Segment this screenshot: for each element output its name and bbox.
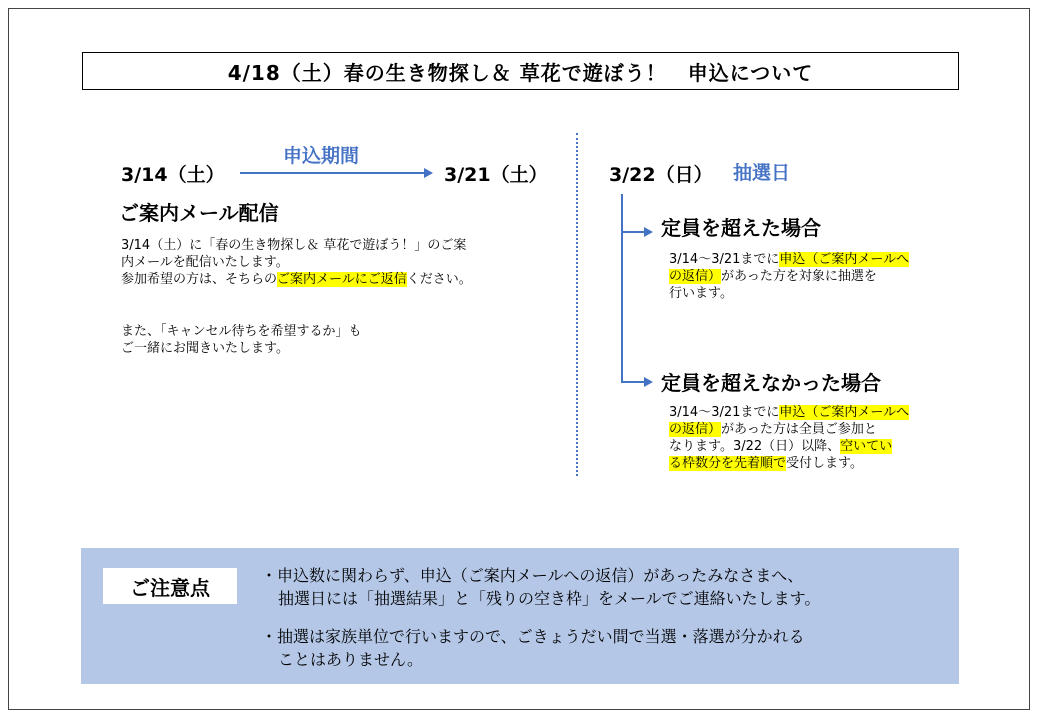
case2-line: の返信）があった方は全員ご参加と [669, 422, 877, 437]
branch-arrowhead-case2-icon [644, 377, 653, 387]
case1-line: 行います。 [669, 286, 733, 301]
application-period-label: 申込期間 [283, 145, 360, 167]
note-item-2: ・抽選は家族単位で行いますので、ごきょうだい間で当選・落選が分かれる [261, 627, 805, 646]
guide-mail-line: 参加希望の方は、そちらのご案内メールにご返信ください。 [121, 272, 472, 287]
cancel-wait-line: ご一緒にお聞きいたします。 [121, 341, 289, 356]
note-item-1-cont: 抽選日には「抽選結果」と「残りの空き枠」をメールでご連絡いたします。 [278, 589, 821, 608]
period-end-date: 3/21（土） [444, 164, 548, 186]
guide-mail-heading: ご案内メール配信 [119, 201, 279, 225]
case1-line: の返信）があった方を対象に抽選を [669, 269, 877, 284]
branch-vertical-line [621, 194, 623, 382]
case-over-capacity-text [669, 251, 909, 302]
page-title [82, 52, 959, 90]
case2-line: 3/14～3/21までに申込（ご案内メールへ [669, 405, 910, 420]
guide-mail-line: 3/14（土）に「春の生き物探し＆ 草花で遊ぼう！」のご案 [121, 238, 467, 253]
column-divider [576, 133, 578, 476]
period-start-date: 3/14（土） [121, 164, 225, 186]
lottery-date: 3/22（日） [609, 164, 713, 186]
branch-line-case1 [621, 231, 645, 233]
branch-line-case2 [621, 381, 645, 383]
period-arrowhead-icon [424, 168, 433, 178]
highlight-reply: ご案内メールにご返信 [277, 272, 407, 287]
notes-label: ご注意点 [103, 568, 237, 604]
case-under-capacity-text [669, 404, 909, 472]
page-title-text: 4/18（土）春の生き物探し＆ 草花で遊ぼう！ 申込について [227, 60, 814, 85]
note-item-2-cont: ことはありません。 [278, 650, 423, 669]
case2-line: る枠数分を先着順で受付します。 [669, 456, 863, 471]
case1-line: 3/14～3/21までに申込（ご案内メールへ [669, 252, 910, 267]
branch-arrowhead-case1-icon [644, 227, 653, 237]
case-over-capacity-heading: 定員を超えた場合 [661, 216, 821, 240]
cancel-wait-line: また、「キャンセル待ちを希望するか」も [121, 324, 362, 339]
case2-line: なります。3/22（日）以降、空いてい [669, 439, 893, 454]
lottery-day-label: 抽選日 [733, 162, 791, 184]
guide-mail-line: 内メールを配信いたします。 [121, 255, 289, 270]
guide-mail-paragraph [121, 237, 472, 288]
notes-panel [81, 548, 959, 684]
period-arrow-line [240, 172, 425, 174]
cancel-wait-paragraph [121, 323, 362, 357]
case-under-capacity-heading: 定員を超えなかった場合 [661, 371, 881, 395]
note-item-1: ・申込数に関わらず、申込（ご案内メールへの返信）があったみなさまへ、 [261, 566, 804, 585]
